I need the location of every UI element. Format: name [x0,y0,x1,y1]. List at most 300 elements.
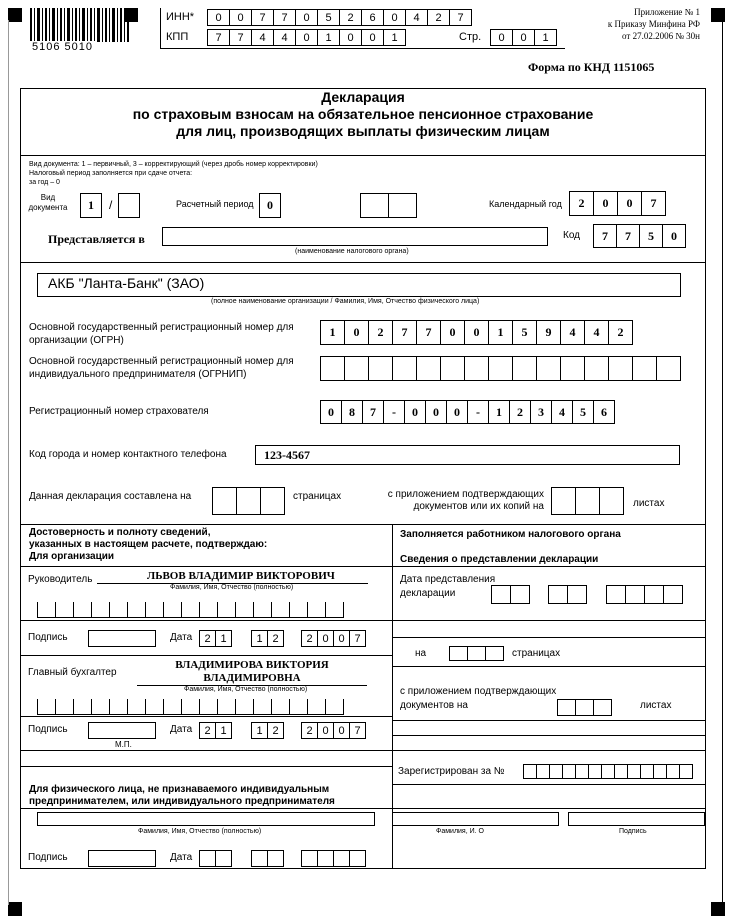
grid-cell [127,602,146,618]
inn-digit: 0 [295,9,318,26]
ogrn-digit: 1 [488,320,513,345]
accountant-label: Главный бухгалтер [28,667,117,678]
form-right-border [705,88,706,868]
grid-cell [271,699,290,715]
attach-label-line: с приложением подтверждающих [387,489,544,500]
reg-number-label: Регистрационный номер страхователя [29,406,209,417]
reg-cell [614,764,628,779]
grid-cell [91,602,110,618]
submission-date-label [400,573,495,601]
reg-digit: 1 [488,400,510,424]
accountant-extra-cells [37,699,344,715]
date-digit: 2 [301,630,318,647]
kpp-digit: 0 [361,29,384,46]
row-line [392,720,705,721]
reg-cell [588,764,602,779]
kpp-field[interactable] [207,29,406,46]
officer-sheets-field[interactable] [557,699,612,716]
accountant-name-line: ВЛАДИМИРОВНА [203,672,301,684]
date-cell [644,585,664,604]
date-digit: 1 [251,722,268,739]
grid-cell [55,699,74,715]
individual-date-year[interactable] [301,850,366,867]
registration-number-field[interactable] [523,764,693,779]
reg-cell [653,764,667,779]
ogrnip-cell [536,356,561,381]
reg-digit: - [467,400,489,424]
head-date-year[interactable] [301,630,366,647]
date-cell [663,585,683,604]
accountant-name [147,659,357,685]
date-digit: 0 [333,630,350,647]
reg-digit: 0 [446,400,468,424]
accountant-date-year[interactable] [301,722,366,739]
submission-date-label-line: декларации [400,588,456,599]
kpp-digit: 1 [383,29,406,46]
individual-date-label: Дата [170,852,193,863]
reg-cell [627,764,641,779]
sheets-cell [557,699,576,716]
reg-cell [549,764,563,779]
confirm-line: Достоверность и полноту сведений, [29,527,211,538]
ogrn-label [29,321,294,347]
submitted-to-label: Представляется в [48,232,145,246]
individual-fio-caption: Фамилия, Имя, Отчество (полностью) [138,828,262,835]
title-line: Декларация [321,89,405,105]
individual-line: предпринимателем, или индивидуального предпринимателя [29,796,335,807]
doc-type-label-line: Вид [40,193,56,202]
date-cell [548,585,568,604]
officer-sheets-word: листах [640,700,672,711]
submission-date-year[interactable] [606,585,683,604]
pages-cell [467,646,486,661]
head-fio-caption: Фамилия, Имя, Отчество (полностью) [170,584,294,591]
submission-date-label-line: Дата представления [400,574,496,585]
head-date-day[interactable] [199,630,232,647]
individual-signature-field[interactable] [88,850,156,867]
reg-digit: 7 [362,400,384,424]
inn-digit: 2 [339,9,362,26]
reg-digit: 6 [593,400,615,424]
individual-date-day[interactable] [199,850,232,867]
barcode-number: 5106 5010 [32,41,93,53]
pages-label: Данная декларация составлена на [29,491,192,502]
year-digit: 7 [641,191,666,216]
reg-cell [601,764,615,779]
ogrn-digit: 0 [464,320,489,345]
date-cell [349,850,366,867]
tax-authority-caption: (наименование налогового органа) [295,248,409,255]
grid-cell [289,699,308,715]
date-digit: 2 [301,722,318,739]
officer-fio-caption: Фамилия, И. О [436,828,484,835]
accountant-date-day[interactable] [199,722,232,739]
period-extra-cells[interactable] [360,193,417,218]
row-line [392,666,705,667]
ogrnip-cell [608,356,633,381]
page-left-border [8,20,9,905]
page-right-border [722,20,723,910]
date-digit: 0 [317,630,334,647]
date-cell [267,850,284,867]
registered-label: Зарегистрирован за № [398,766,505,777]
on-word: на [415,648,427,659]
reg-cell [536,764,550,779]
grid-cell [73,699,92,715]
date-digit: 2 [199,630,216,647]
kpp-digit: 0 [295,29,318,46]
officer-sign-field[interactable] [568,812,705,826]
date-cell [510,585,530,604]
code-label: Код [563,230,581,241]
grid-cell [91,699,110,715]
stamp-place-label: М.П. [115,740,132,749]
year-field[interactable] [569,191,666,216]
grid-cell [289,602,308,618]
row-line [20,808,392,809]
page-label: Стр. [459,31,482,43]
ogrn-digit: 5 [512,320,537,345]
head-signature-field[interactable] [88,630,156,647]
pages-word: страницах [293,491,342,502]
ogrnip-cell [488,356,513,381]
inn-digit: 0 [207,9,230,26]
year-digit: 0 [593,191,618,216]
row-line [392,808,705,809]
form-left-border [20,88,21,868]
inn-digit: 0 [229,9,252,26]
kpp-digit: 4 [273,29,296,46]
inn-digit: 7 [251,9,274,26]
officer-sign-caption: Подпись [619,828,647,835]
accountant-sign-label: Подпись [28,724,68,735]
pages-cell [485,646,504,661]
date-digit: 0 [317,722,334,739]
accountant-date-label: Дата [170,724,193,735]
date-cell [215,850,232,867]
grid-cell [253,699,272,715]
grid-cell [199,602,218,618]
submission-date-day[interactable] [491,585,530,604]
officer-attach-line: документов на [400,700,468,711]
row-line [392,735,705,736]
tax-code-digit: 5 [639,224,663,248]
grid-cell [145,699,164,715]
row-line [392,784,705,785]
appendix-note [560,6,700,42]
tax-code-digit: 7 [616,224,640,248]
ogrnip-cell [584,356,609,381]
year-digit: 2 [569,191,594,216]
grid-cell [307,699,326,715]
phone-field[interactable] [255,445,680,465]
header-underline [160,48,565,49]
reg-digit: - [383,400,405,424]
head-extra-cells [37,602,344,618]
row-line [392,620,705,621]
date-cell [625,585,645,604]
date-cell [199,850,216,867]
reg-cell [640,764,654,779]
inn-digit: 7 [449,9,472,26]
doc-type-value[interactable]: 1 [80,193,102,218]
grid-cell [37,602,56,618]
ogrnip-cell [392,356,417,381]
grid-cell [55,602,74,618]
title-line: по страховым взносам на обязательное пенсионное страхование [132,106,594,122]
ogrnip-cell [464,356,489,381]
reg-digit: 3 [530,400,552,424]
date-digit: 1 [215,630,232,647]
inn-digit: 5 [317,9,340,26]
notes [29,160,318,187]
head-date-label: Дата [170,632,193,643]
reg-cell [562,764,576,779]
ogrn-digit: 9 [536,320,561,345]
grid-cell [217,699,236,715]
title-line: для лиц, производящих выплаты физическим лицам [176,123,550,139]
reg-digit: 2 [509,400,531,424]
submission-info-heading: Сведения о представлении декларации [400,554,599,565]
reg-digit: 0 [404,400,426,424]
grid-cell [127,699,146,715]
ogrnip-cell [368,356,393,381]
head-sign-label: Подпись [28,632,68,643]
reg-digit: 0 [425,400,447,424]
inn-digit: 6 [361,9,384,26]
individual-fio-field[interactable] [37,812,375,826]
inn-digit: 7 [273,9,296,26]
sheets-count-cell [575,487,600,515]
date-cell [491,585,511,604]
appendix-line: Приложение № 1 [634,7,700,17]
date-digit: 7 [349,722,366,739]
reg-digit: 8 [341,400,363,424]
individual-date-month[interactable] [251,850,284,867]
form-title [20,89,706,140]
date-digit: 2 [267,722,284,739]
inn-digit: 0 [383,9,406,26]
pages-count-field[interactable] [212,487,285,515]
grid-cell [163,602,182,618]
date-digit: 7 [349,630,366,647]
accountant-signature-field[interactable] [88,722,156,739]
ogrn-digit: 0 [440,320,465,345]
ogrn-digit: 1 [320,320,345,345]
ogrnip-cell [512,356,537,381]
sheets-cell [593,699,612,716]
accountant-fio-caption: Фамилия, Имя, Отчество (полностью) [184,686,308,693]
ogrnip-label-line: индивидуального предпринимателя (ОГРНИП) [29,369,247,380]
sheets-word: листах [633,498,665,509]
ogrn-digit: 0 [344,320,369,345]
ogrn-digit: 4 [584,320,609,345]
inn-label: ИНН* [166,11,195,23]
grid-cell [235,602,254,618]
sheets-count-field[interactable] [551,487,624,515]
doc-correction-number[interactable] [118,193,140,218]
officer-fio-field[interactable] [392,812,559,826]
note-line: Налоговый период заполняется при сдаче отчета: [29,170,193,177]
ogrnip-field[interactable] [320,356,681,381]
ogrn-digit: 7 [392,320,417,345]
ogrn-field[interactable] [320,320,633,345]
for-organization: Для организации [29,551,115,562]
date-cell [317,850,334,867]
year-label: Календарный год [489,199,562,209]
tax-authority-field[interactable] [162,227,548,246]
attach-label [376,489,544,513]
ogrnip-cell [320,356,345,381]
grid-cell [109,699,128,715]
phone-value: 123-4567 [264,448,310,462]
signature-section-top [20,524,706,525]
attach-label-line: документов или их копий на [413,501,544,512]
form-bottom-border [20,868,706,869]
header-left-edge [160,8,161,48]
row-line [392,637,705,638]
ogrnip-cell [560,356,585,381]
title-bottom-border [20,155,706,156]
grid-cell [145,602,164,618]
organization-name: АКБ "Ланта-Банк" (ЗАО) [48,275,205,291]
reg-digit: 5 [572,400,594,424]
reg-cell [679,764,693,779]
row-line [392,566,705,567]
row-line [20,566,392,567]
barcode [30,8,130,44]
ogrnip-cell [440,356,465,381]
form-code: Форма по КНД 1151065 [528,60,655,74]
officer-pages-word: страницах [512,648,561,659]
head-name: ЛЬВОВ ВЛАДИМИР ВИКТОРОВИЧ [147,570,335,582]
date-cell [251,850,268,867]
note-line: за год – 0 [29,179,60,186]
ogrn-label-line: Основной государственный регистрационный номер для [29,322,294,333]
reg-cell [666,764,680,779]
individual-line: Для физического лица, не признаваемого индивидуальным [29,784,330,795]
ogrnip-cell [656,356,681,381]
ogrn-digit: 7 [416,320,441,345]
ogrnip-cell [344,356,369,381]
row-line [20,766,392,767]
appendix-line: к Приказу Минфина РФ [607,19,700,29]
grid-cell [307,602,326,618]
tax-officer-heading: Заполняется работником налогового органа [400,529,621,540]
kpp-digit: 7 [229,29,252,46]
tax-code-digit: 7 [593,224,617,248]
grid-cell [37,699,56,715]
page-digit: 1 [534,29,557,46]
doc-type-slash: / [109,198,113,212]
grid-cell [109,602,128,618]
pages-count-cell [236,487,261,515]
date-cell [333,850,350,867]
phone-label: Код города и номер контактного телефона [29,449,227,460]
individual-sign-label: Подпись [28,852,68,863]
period-extra-cell [360,193,389,218]
ogrn-digit: 2 [608,320,633,345]
period-label: Расчетный период [176,199,254,209]
ogrn-digit: 2 [368,320,393,345]
reg-digit: 4 [551,400,573,424]
ogrn-digit: 4 [560,320,585,345]
corner-marker-bottom-left [8,902,22,916]
officer-attach-label [400,685,556,713]
date-digit: 1 [215,722,232,739]
sheets-count-cell [599,487,624,515]
kpp-digit: 7 [207,29,230,46]
ogrnip-label-line: Основной государственный регистрационный номер для [29,356,294,367]
submission-date-month[interactable] [548,585,587,604]
grid-cell [325,602,344,618]
head-label: Руководитель [28,574,93,585]
accountant-name-line: ВЛАДИМИРОВА ВИКТОРИЯ [175,659,329,671]
pages-count-cell [260,487,285,515]
ogrn-label-line: организации (ОГРН) [29,335,124,346]
page-field[interactable] [490,29,557,46]
grid-cell [325,699,344,715]
section-divider [20,262,706,263]
page-digit: 0 [512,29,535,46]
grid-cell [163,699,182,715]
grid-cell [73,602,92,618]
kpp-digit: 1 [317,29,340,46]
year-digit: 0 [617,191,642,216]
date-digit: 2 [199,722,216,739]
grid-cell [199,699,218,715]
date-cell [606,585,626,604]
confirm-heading [29,527,267,563]
reg-digit: 0 [320,400,342,424]
individual-heading [29,784,335,808]
period-extra-cell [388,193,417,218]
tax-code-digit: 0 [662,224,686,248]
note-line: Вид документа: 1 – первичный, 3 – корректирующий (через дробь номер корректировки) [29,161,318,168]
row-line [20,620,392,621]
confirm-line: указанных в настоящем расчете, подтверждаю: [29,539,268,550]
tax-code-field[interactable] [593,224,686,248]
reg-number-field[interactable] [320,400,615,424]
doc-type-label [26,193,70,213]
date-cell [567,585,587,604]
page-digit: 0 [490,29,513,46]
grid-cell [217,602,236,618]
reg-cell [575,764,589,779]
inn-digit: 2 [427,9,450,26]
accountant-date-month[interactable] [251,722,284,739]
corner-marker-top-left [8,8,22,22]
period-value[interactable]: 0 [259,193,281,218]
grid-cell [181,602,200,618]
inn-digit: 4 [405,9,428,26]
inn-field[interactable] [207,9,472,26]
officer-pages-field[interactable] [449,646,504,661]
ogrnip-cell [632,356,657,381]
grid-cell [235,699,254,715]
kpp-digit: 4 [251,29,274,46]
pages-cell [449,646,468,661]
row-line [20,716,392,717]
sheets-cell [575,699,594,716]
appendix-line: от 27.02.2006 № 30н [622,31,700,41]
row-line [20,655,392,656]
doc-type-label-line: документа [28,203,68,212]
head-date-month[interactable] [251,630,284,647]
grid-cell [253,602,272,618]
grid-cell [181,699,200,715]
pages-count-cell [212,487,237,515]
